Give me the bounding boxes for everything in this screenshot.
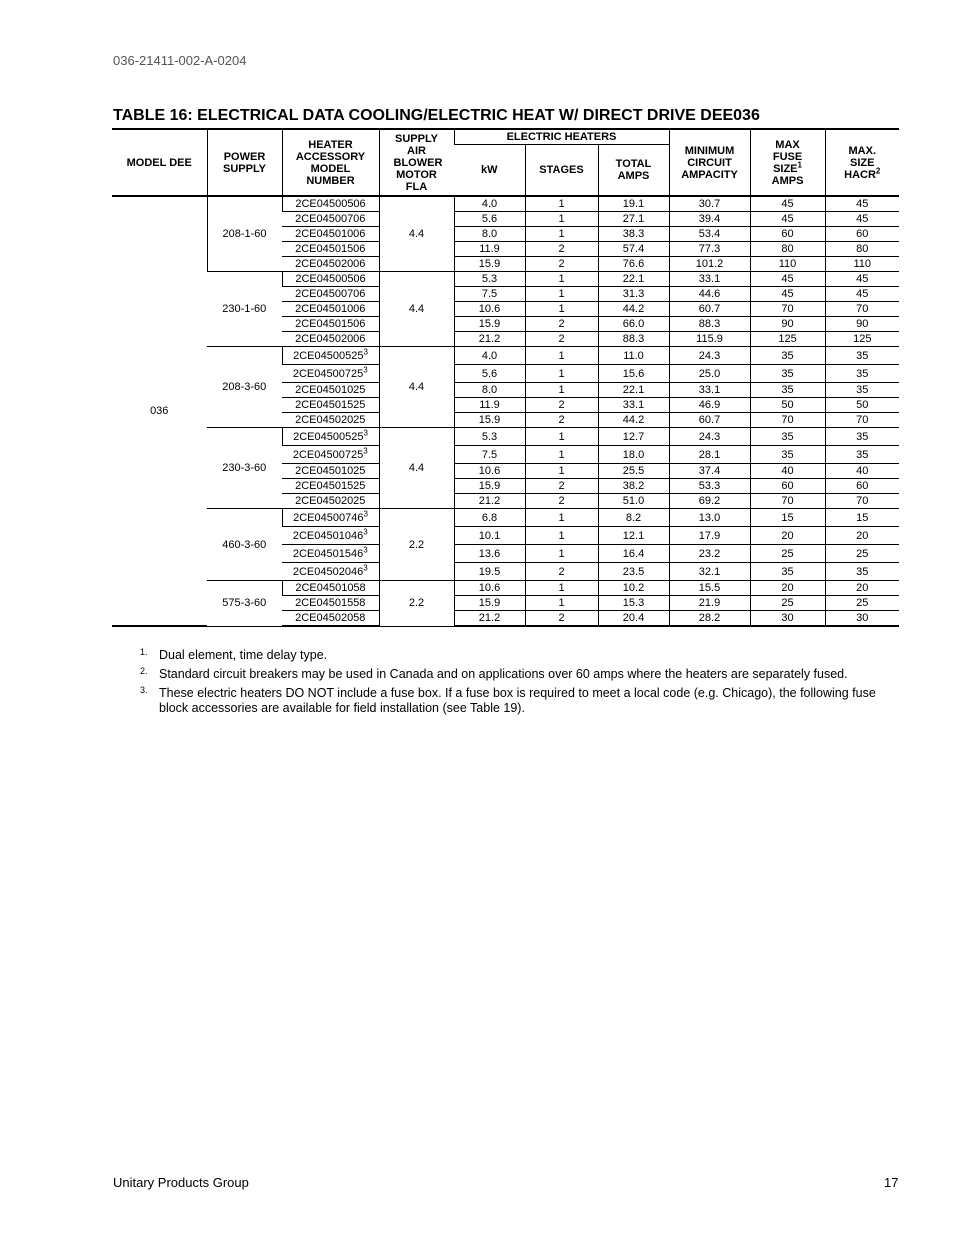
total-amps-cell: 10.2: [598, 581, 669, 596]
stages-cell: 1: [525, 212, 598, 227]
heater-model-cell: [282, 347, 379, 365]
total-amps-cell: 19.1: [598, 196, 669, 212]
header-heater-model: HEATER ACCESSORY MODEL NUMBER: [282, 129, 379, 196]
heater-model-cell: [282, 596, 379, 611]
max-hacr-cell: 60: [825, 479, 899, 494]
heater-model-cell: [282, 509, 379, 527]
kw-cell: 21.2: [454, 332, 525, 347]
kw-cell: 8.0: [454, 383, 525, 398]
heater-model-number: 2CE04501546: [292, 547, 364, 560]
max-hacr-cell: 45: [825, 272, 899, 287]
heater-model-cell: [282, 398, 379, 413]
heater-model-cell: [282, 196, 379, 212]
max-fuse-cell: 110: [750, 257, 825, 272]
max-fuse-cell: 25: [750, 596, 825, 611]
kw-cell: 5.6: [454, 365, 525, 383]
max-fuse-cell: 35: [750, 365, 825, 383]
footnote-ref-3: 3: [363, 427, 368, 437]
heater-model-cell: [282, 257, 379, 272]
min-circuit-cell: 44.6: [669, 287, 750, 302]
heater-model-number: 2CE04500506: [295, 273, 366, 285]
max-hacr-cell: 35: [825, 365, 899, 383]
fla-cell: 2.2: [379, 581, 454, 627]
heater-model-number: 2CE04500706: [295, 213, 366, 225]
min-circuit-cell: 37.4: [669, 464, 750, 479]
footnote-text: Dual element, time delay type.: [159, 648, 328, 662]
max-hacr-cell: 45: [825, 212, 899, 227]
heater-model-number: 2CE04501046: [292, 529, 364, 542]
min-circuit-cell: 24.3: [669, 428, 750, 446]
heater-model-number: 2CE04500506: [295, 198, 366, 210]
table-body: [112, 196, 899, 626]
kw-cell: 8.0: [454, 227, 525, 242]
header-stages: STAGES: [525, 145, 598, 197]
max-fuse-cell: 45: [750, 212, 825, 227]
footnote-ref-3: 3: [363, 445, 368, 455]
total-amps-cell: 11.0: [598, 347, 669, 365]
kw-cell: 15.9: [454, 413, 525, 428]
total-amps-cell: 18.0: [598, 446, 669, 464]
heater-model-number: 2CE04502058: [295, 612, 366, 624]
table-title: TABLE 16: ELECTRICAL DATA COOLING/ELECTRIC HEAT W/ DIRECT DRIVE DEE036: [113, 107, 760, 124]
header-max-hacr: [825, 129, 899, 196]
max-hacr-cell: 35: [825, 383, 899, 398]
total-amps-cell: 15.6: [598, 365, 669, 383]
fla-cell: 4.4: [379, 272, 454, 347]
kw-cell: 4.0: [454, 196, 525, 212]
heater-model-number: 2CE04502006: [295, 333, 366, 345]
stages-cell: 2: [525, 317, 598, 332]
header-kw: kW: [454, 145, 525, 197]
stages-cell: 1: [525, 272, 598, 287]
min-circuit-cell: 46.9: [669, 398, 750, 413]
max-fuse-cell: 70: [750, 413, 825, 428]
kw-cell: 21.2: [454, 494, 525, 509]
heater-model-number: 2CE04501525: [295, 480, 366, 492]
total-amps-cell: 38.3: [598, 227, 669, 242]
heater-model-cell: [282, 413, 379, 428]
heater-model-number: 2CE04501525: [295, 399, 366, 411]
kw-cell: 10.6: [454, 581, 525, 596]
total-amps-cell: 44.2: [598, 413, 669, 428]
stages-cell: 2: [525, 413, 598, 428]
footnote-number: 1.: [140, 647, 148, 657]
fla-cell: 2.2: [379, 509, 454, 581]
stages-cell: 1: [525, 545, 598, 563]
stages-cell: 2: [525, 257, 598, 272]
min-circuit-cell: 53.3: [669, 479, 750, 494]
max-hacr-cell: 125: [825, 332, 899, 347]
max-fuse-cell: 20: [750, 581, 825, 596]
heater-model-number: 2CE04501506: [295, 318, 366, 330]
document-id: 036-21411-002-A-0204: [113, 53, 247, 68]
min-circuit-cell: 33.1: [669, 383, 750, 398]
total-amps-cell: 76.6: [598, 257, 669, 272]
kw-cell: 21.2: [454, 611, 525, 627]
footnote: [140, 686, 880, 716]
heater-model-cell: [282, 479, 379, 494]
max-fuse-cell: 40: [750, 464, 825, 479]
heater-model-cell: [282, 446, 379, 464]
heater-model-cell: [282, 545, 379, 563]
heater-model-number: 2CE04500706: [295, 288, 366, 300]
stages-cell: 1: [525, 581, 598, 596]
kw-cell: 7.5: [454, 287, 525, 302]
max-hacr-cell: 50: [825, 398, 899, 413]
max-hacr-cell: 45: [825, 196, 899, 212]
max-hacr-cell: 80: [825, 242, 899, 257]
stages-cell: 1: [525, 347, 598, 365]
heater-model-cell: [282, 272, 379, 287]
stages-cell: 1: [525, 227, 598, 242]
stages-cell: 1: [525, 383, 598, 398]
max-fuse-cell: 125: [750, 332, 825, 347]
total-amps-cell: 31.3: [598, 287, 669, 302]
heater-model-number: 2CE04501006: [295, 303, 366, 315]
power-supply-cell: 575-3-60: [207, 581, 282, 627]
stages-cell: 1: [525, 428, 598, 446]
max-hacr-cell: 45: [825, 287, 899, 302]
kw-cell: 5.6: [454, 212, 525, 227]
stages-cell: 2: [525, 494, 598, 509]
max-fuse-cell: 45: [750, 287, 825, 302]
min-circuit-cell: 28.2: [669, 611, 750, 627]
min-circuit-cell: 115.9: [669, 332, 750, 347]
electrical-data-table: [112, 128, 899, 627]
min-circuit-cell: 60.7: [669, 413, 750, 428]
total-amps-cell: 23.5: [598, 563, 669, 581]
footnote-ref-3: 3: [363, 346, 368, 356]
heater-model-cell: [282, 611, 379, 627]
footnote-text: These electric heaters DO NOT include a fuse box. If a fuse box is required to meet a local code (e.g. Chicago), the following fuse block accessories are available for field installation (see Table 19).: [159, 686, 876, 715]
table-row: [112, 581, 899, 596]
header-max-fuse-label: MAX FUSE SIZE: [772, 138, 803, 175]
max-fuse-cell: 80: [750, 242, 825, 257]
stages-cell: 1: [525, 446, 598, 464]
max-hacr-cell: 25: [825, 596, 899, 611]
heater-model-number: 2CE04501006: [295, 228, 366, 240]
footnote: [140, 667, 880, 682]
footnote-number: 3.: [140, 685, 148, 695]
min-circuit-cell: 53.4: [669, 227, 750, 242]
stages-cell: 2: [525, 398, 598, 413]
max-fuse-cell: 25: [750, 545, 825, 563]
power-supply-cell: 208-1-60: [207, 196, 282, 272]
total-amps-cell: 22.1: [598, 383, 669, 398]
header-electric-heaters: ELECTRIC HEATERS: [454, 129, 669, 145]
heater-model-number: 2CE04501058: [295, 582, 366, 594]
heater-model-cell: [282, 428, 379, 446]
heater-model-number: 2CE04501506: [295, 243, 366, 255]
min-circuit-cell: 25.0: [669, 365, 750, 383]
heater-model-cell: [282, 383, 379, 398]
header-model: MODEL DEE: [112, 129, 207, 196]
max-fuse-cell: 35: [750, 563, 825, 581]
max-fuse-cell: 50: [750, 398, 825, 413]
stages-cell: 2: [525, 332, 598, 347]
total-amps-cell: 57.4: [598, 242, 669, 257]
heater-model-number: 2CE04502025: [295, 495, 366, 507]
max-hacr-cell: 60: [825, 227, 899, 242]
footnote-ref-2: 2: [875, 165, 881, 175]
max-hacr-cell: 70: [825, 494, 899, 509]
heater-model-cell: [282, 332, 379, 347]
total-amps-cell: 33.1: [598, 398, 669, 413]
kw-cell: 6.8: [454, 509, 525, 527]
kw-cell: 10.6: [454, 302, 525, 317]
total-amps-cell: 27.1: [598, 212, 669, 227]
heater-model-cell: [282, 581, 379, 596]
heater-model-cell: [282, 494, 379, 509]
header-total-amps: TOTAL AMPS: [598, 145, 669, 197]
header-power-supply: POWER SUPPLY: [207, 129, 282, 196]
kw-cell: 10.1: [454, 527, 525, 545]
fla-cell: 4.4: [379, 196, 454, 272]
max-fuse-cell: 35: [750, 446, 825, 464]
max-hacr-cell: 20: [825, 527, 899, 545]
kw-cell: 11.9: [454, 398, 525, 413]
fla-cell: 4.4: [379, 428, 454, 509]
heater-model-cell: [282, 563, 379, 581]
table-row: [112, 196, 899, 212]
footnote-ref-3: 3: [363, 544, 368, 554]
kw-cell: 5.3: [454, 272, 525, 287]
kw-cell: 15.9: [454, 596, 525, 611]
heater-model-number: 2CE04502006: [295, 258, 366, 270]
stages-cell: 1: [525, 287, 598, 302]
fla-cell: 4.4: [379, 347, 454, 428]
stages-cell: 2: [525, 611, 598, 627]
heater-model-cell: [282, 302, 379, 317]
max-fuse-cell: 70: [750, 302, 825, 317]
max-fuse-cell: 30: [750, 611, 825, 627]
power-supply-cell: 230-1-60: [207, 272, 282, 347]
stages-cell: 1: [525, 365, 598, 383]
max-hacr-cell: 40: [825, 464, 899, 479]
max-fuse-cell: 20: [750, 527, 825, 545]
header-max-fuse-size: [750, 129, 825, 196]
kw-cell: 13.6: [454, 545, 525, 563]
total-amps-cell: 8.2: [598, 509, 669, 527]
footnote-ref-3: 3: [363, 364, 368, 374]
kw-cell: 4.0: [454, 347, 525, 365]
footnote-number: 2.: [140, 666, 148, 676]
kw-cell: 5.3: [454, 428, 525, 446]
min-circuit-cell: 39.4: [669, 212, 750, 227]
stages-cell: 1: [525, 196, 598, 212]
power-supply-cell: 230-3-60: [207, 428, 282, 509]
kw-cell: 15.9: [454, 257, 525, 272]
stages-cell: 1: [525, 527, 598, 545]
total-amps-cell: 88.3: [598, 332, 669, 347]
kw-cell: 15.9: [454, 317, 525, 332]
kw-cell: 10.6: [454, 464, 525, 479]
page-number: 17: [884, 1175, 899, 1190]
total-amps-cell: 22.1: [598, 272, 669, 287]
min-circuit-cell: 77.3: [669, 242, 750, 257]
heater-model-number: 2CE04502046: [292, 565, 364, 578]
max-hacr-cell: 15: [825, 509, 899, 527]
heater-model-cell: [282, 242, 379, 257]
min-circuit-cell: 13.0: [669, 509, 750, 527]
min-circuit-cell: 24.3: [669, 347, 750, 365]
stages-cell: 1: [525, 464, 598, 479]
footnote-ref-3: 3: [363, 526, 368, 536]
heater-model-cell: [282, 212, 379, 227]
model-cell: 036: [112, 196, 207, 626]
max-hacr-cell: 70: [825, 413, 899, 428]
min-circuit-cell: 28.1: [669, 446, 750, 464]
min-circuit-cell: 21.9: [669, 596, 750, 611]
total-amps-cell: 44.2: [598, 302, 669, 317]
total-amps-cell: 12.1: [598, 527, 669, 545]
header-min-circuit-ampacity: MINIMUM CIRCUIT AMPACITY: [669, 129, 750, 196]
max-hacr-cell: 35: [825, 446, 899, 464]
max-hacr-cell: 25: [825, 545, 899, 563]
max-fuse-cell: 45: [750, 272, 825, 287]
heater-model-number: 2CE04501558: [295, 597, 366, 609]
max-hacr-cell: 35: [825, 563, 899, 581]
kw-cell: 7.5: [454, 446, 525, 464]
max-fuse-cell: 60: [750, 479, 825, 494]
stages-cell: 1: [525, 596, 598, 611]
max-fuse-cell: 35: [750, 383, 825, 398]
stages-cell: 1: [525, 302, 598, 317]
max-hacr-cell: 70: [825, 302, 899, 317]
table-row: [112, 509, 899, 527]
header-supply-air-fla: SUPPLY AIR BLOWER MOTOR FLA: [379, 129, 454, 196]
max-hacr-cell: 35: [825, 428, 899, 446]
footnote-ref-3: 3: [363, 508, 368, 518]
total-amps-cell: 51.0: [598, 494, 669, 509]
stages-cell: 2: [525, 242, 598, 257]
min-circuit-cell: 15.5: [669, 581, 750, 596]
heater-model-cell: [282, 317, 379, 332]
stages-cell: 2: [525, 479, 598, 494]
max-hacr-cell: 110: [825, 257, 899, 272]
max-hacr-cell: 20: [825, 581, 899, 596]
stages-cell: 2: [525, 563, 598, 581]
table-row: [112, 272, 899, 287]
footnote: [140, 648, 880, 663]
total-amps-cell: 16.4: [598, 545, 669, 563]
max-hacr-cell: 30: [825, 611, 899, 627]
min-circuit-cell: 33.1: [669, 272, 750, 287]
min-circuit-cell: 30.7: [669, 196, 750, 212]
total-amps-cell: 38.2: [598, 479, 669, 494]
min-circuit-cell: 101.2: [669, 257, 750, 272]
kw-cell: 15.9: [454, 479, 525, 494]
kw-cell: 11.9: [454, 242, 525, 257]
heater-model-cell: [282, 365, 379, 383]
heater-model-cell: [282, 287, 379, 302]
heater-model-number: 2CE04500725: [292, 367, 364, 380]
footnote-text: Standard circuit breakers may be used in Canada and on applications over 60 amps where the heaters are separately fused.: [159, 667, 848, 681]
total-amps-cell: 25.5: [598, 464, 669, 479]
min-circuit-cell: 69.2: [669, 494, 750, 509]
power-supply-cell: 208-3-60: [207, 347, 282, 428]
header-max-fuse-unit: AMPS: [771, 174, 804, 187]
max-fuse-cell: 45: [750, 196, 825, 212]
heater-model-number: 2CE04500725: [292, 448, 364, 461]
table-row: [112, 428, 899, 446]
heater-model-number: 2CE04500746: [293, 511, 364, 524]
max-fuse-cell: 35: [750, 347, 825, 365]
footer-company: Unitary Products Group: [113, 1175, 249, 1190]
power-supply-cell: 460-3-60: [207, 509, 282, 581]
kw-cell: 19.5: [454, 563, 525, 581]
heater-model-cell: [282, 527, 379, 545]
max-hacr-cell: 90: [825, 317, 899, 332]
min-circuit-cell: 32.1: [669, 563, 750, 581]
total-amps-cell: 12.7: [598, 428, 669, 446]
heater-model-number: 2CE04500525: [293, 349, 364, 362]
heater-model-number: 2CE04500525: [293, 430, 364, 443]
stages-cell: 1: [525, 509, 598, 527]
max-fuse-cell: 90: [750, 317, 825, 332]
min-circuit-cell: 17.9: [669, 527, 750, 545]
table-row: [112, 347, 899, 365]
total-amps-cell: 20.4: [598, 611, 669, 627]
max-fuse-cell: 15: [750, 509, 825, 527]
heater-model-number: 2CE04502025: [295, 414, 366, 426]
footnotes: [140, 648, 880, 720]
min-circuit-cell: 60.7: [669, 302, 750, 317]
max-fuse-cell: 60: [750, 227, 825, 242]
header-max-hacr-label: MAX. SIZE HACR: [844, 144, 877, 181]
total-amps-cell: 15.3: [598, 596, 669, 611]
heater-model-number: 2CE04501025: [295, 465, 366, 477]
heater-model-cell: [282, 227, 379, 242]
max-hacr-cell: 35: [825, 347, 899, 365]
max-fuse-cell: 35: [750, 428, 825, 446]
heater-model-number: 2CE04501025: [295, 384, 366, 396]
min-circuit-cell: 88.3: [669, 317, 750, 332]
heater-model-cell: [282, 464, 379, 479]
max-fuse-cell: 70: [750, 494, 825, 509]
min-circuit-cell: 23.2: [669, 545, 750, 563]
total-amps-cell: 66.0: [598, 317, 669, 332]
footnote-ref-3: 3: [363, 562, 368, 572]
footnote-ref-1: 1: [797, 159, 802, 169]
